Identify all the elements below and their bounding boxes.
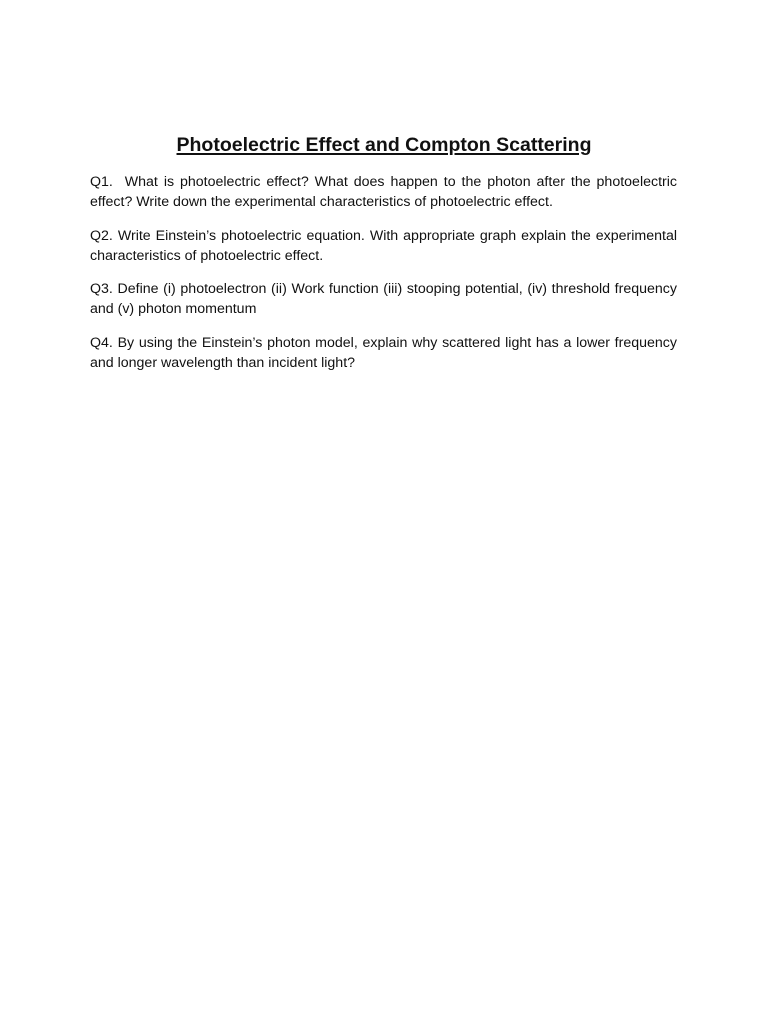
question-4: Q4. By using the Einstein’s photon model, explain why scattered light has a lower frequency and longer wavelength than incident light? [90, 334, 677, 371]
question-list [90, 172, 677, 386]
question-3: Q3. Define (i) photoelectron (ii) Work function (iii) stooping potential, (iv) threshold frequency and (v) photon momentum [90, 281, 677, 317]
document-title: Photoelectric Effect and Compton Scattering [176, 134, 592, 156]
question-2: Q2. Write Einstein’s photoelectric equation. With appropriate graph explain the experimental characteristics of photoelectric effect. [90, 227, 677, 264]
question-1: Q1. What is photoelectric effect? What does happen to the photon after the photoelectric effect? Write down the experimental characteristics of photoelectric effect. [90, 174, 677, 210]
